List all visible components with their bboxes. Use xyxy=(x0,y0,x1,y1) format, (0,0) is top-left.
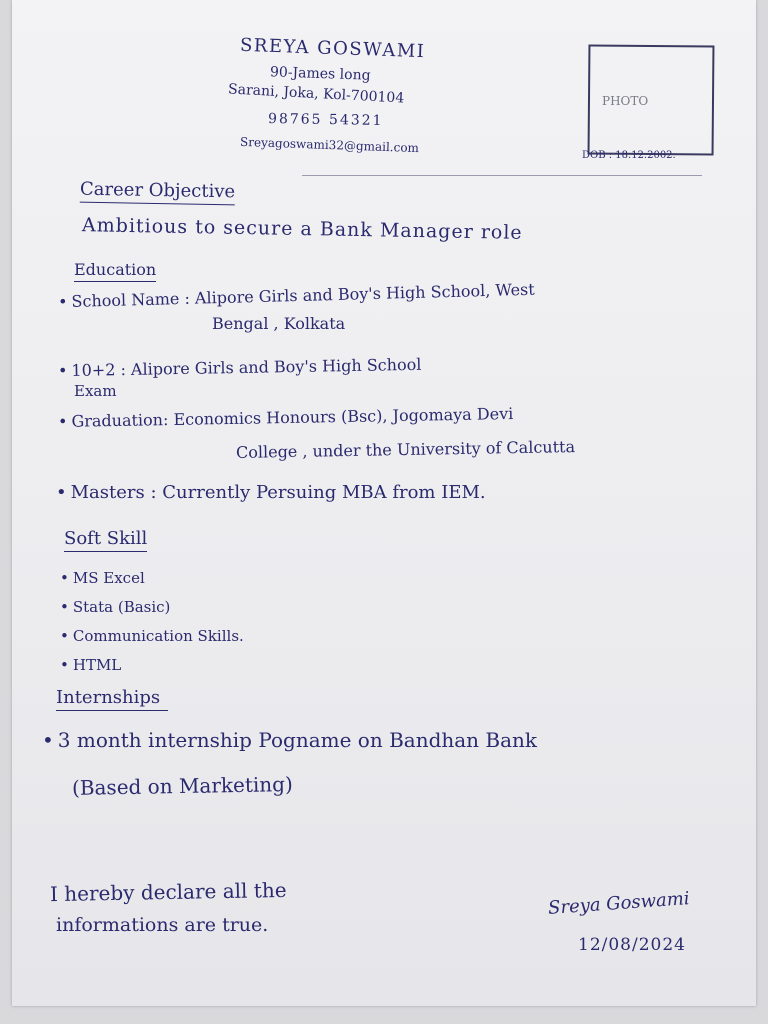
address-line-2: Sarani, Joka, Kol-700104 xyxy=(227,81,405,107)
education-graduation-line-1: • Graduation: Economics Honours (Bsc), Jogomaya Devi xyxy=(58,404,514,431)
signature-date: 12/08/2024 xyxy=(578,935,686,955)
internship-line-2: (Based on Marketing) xyxy=(71,772,294,800)
internships-heading-text: Internships xyxy=(56,687,168,711)
education-plus2-line-1: • 10+2 : Alipore Girls and Boy's High School xyxy=(58,355,422,380)
education-plus2-line-2: Exam xyxy=(74,382,117,400)
email-address: Sreyagoswami32@gmail.com xyxy=(239,134,420,156)
address-line-1: 90-James long xyxy=(269,64,371,84)
education-heading-text: Education xyxy=(74,260,156,282)
education-masters: • Masters : Currently Persuing MBA from IEM. xyxy=(56,482,486,503)
photo-label: PHOTO xyxy=(602,94,649,108)
soft-skill-heading-text: Soft Skill xyxy=(64,528,147,552)
phone-number: 98765 54321 xyxy=(267,110,384,130)
resume-sheet xyxy=(12,0,756,1006)
soft-skill-item: • Communication Skills. xyxy=(60,627,244,645)
education-school-line-2: Bengal , Kolkata xyxy=(212,314,346,333)
career-objective-heading xyxy=(80,179,235,203)
internship-line-1: • 3 month internship Pogname on Bandhan Bank xyxy=(42,728,537,752)
education-graduation-line-2: College , under the University of Calcutta xyxy=(235,437,576,462)
declaration-line-2: informations are true. xyxy=(56,914,269,936)
soft-skill-item: • MS Excel xyxy=(60,569,145,587)
soft-skill-item: • Stata (Basic) xyxy=(60,598,170,616)
education-heading xyxy=(74,260,156,279)
declaration-line-1: I hereby declare all the xyxy=(49,877,287,907)
career-objective-heading-text: Career Objective xyxy=(80,179,236,206)
soft-skill-item: • HTML xyxy=(60,656,121,674)
header-divider xyxy=(302,175,702,176)
signature: Sreya Goswami xyxy=(547,888,691,919)
soft-skill-heading xyxy=(64,528,147,549)
applicant-name: SREYA GOSWAMI xyxy=(239,34,426,63)
date-of-birth: DOB : 18.12.2002. xyxy=(582,150,676,161)
internships-heading xyxy=(56,687,168,708)
education-school-line-1: • School Name : Alipore Girls and Boy's High School, West xyxy=(58,280,535,311)
career-objective-text: Ambitious to secure a Bank Manager role xyxy=(81,214,523,244)
